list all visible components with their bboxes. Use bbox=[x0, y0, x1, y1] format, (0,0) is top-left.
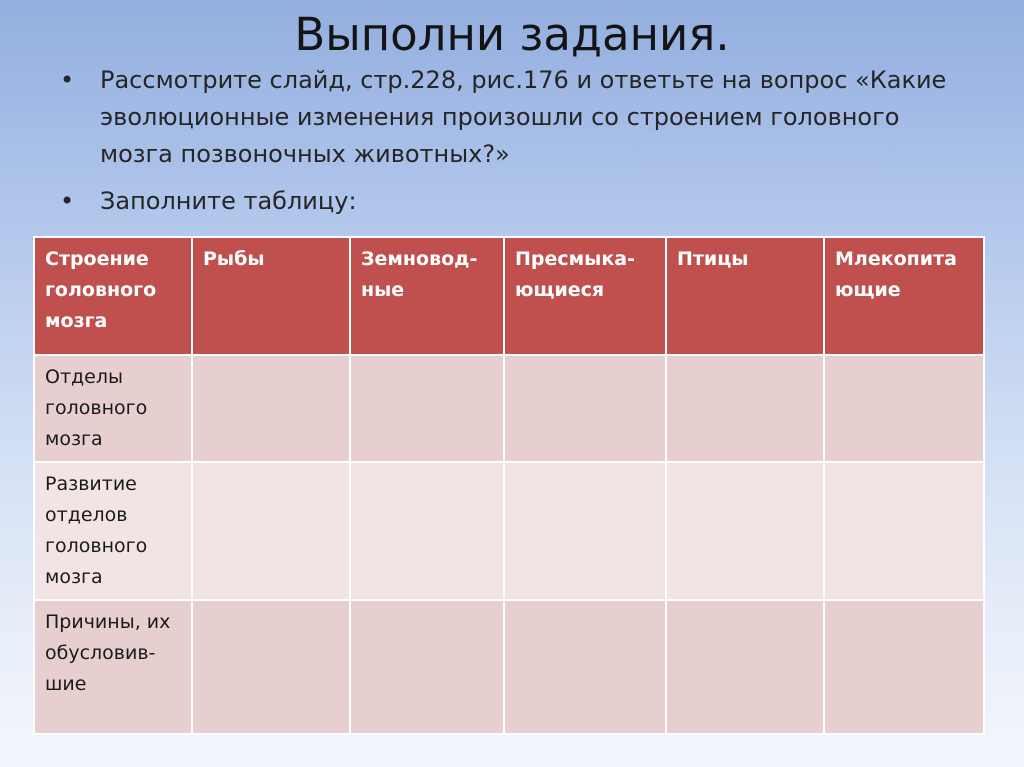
table-cell[interactable] bbox=[666, 462, 824, 600]
bullet-item bbox=[60, 62, 960, 173]
brain-evolution-table bbox=[33, 236, 985, 735]
table-cell[interactable] bbox=[350, 600, 504, 734]
table-cell[interactable] bbox=[350, 462, 504, 600]
slide-title: Выполни задания. bbox=[294, 8, 730, 61]
header-cell-birds: Птицы bbox=[666, 237, 824, 355]
table-cell[interactable] bbox=[192, 355, 350, 462]
table-cell[interactable] bbox=[824, 600, 984, 734]
header-cell-mammals: Млекопита ющие bbox=[824, 237, 984, 355]
bullet-dot-icon: • bbox=[60, 66, 75, 94]
row-header-cell: Причины, их обусловив-шие bbox=[34, 600, 192, 734]
table-row bbox=[34, 600, 984, 734]
header-cell-fish: Рыбы bbox=[192, 237, 350, 355]
bullet-text: Заполните таблицу: bbox=[100, 187, 357, 215]
header-cell-structure: Строение головного мозга bbox=[34, 237, 192, 355]
row-header-cell: Развитие отделов головного мозга bbox=[34, 462, 192, 600]
bullet-text: Рассмотрите слайд, стр.228, рис.176 и ответьте на вопрос «Какие эволюционные изменения произошли со строением головного мозга позвоночных животных?» bbox=[100, 66, 947, 168]
table-row bbox=[34, 462, 984, 600]
table-cell[interactable] bbox=[350, 355, 504, 462]
table-cell[interactable] bbox=[504, 600, 666, 734]
table-cell[interactable] bbox=[504, 355, 666, 462]
bullet-dot-icon: • bbox=[60, 187, 75, 215]
table-header-row bbox=[34, 237, 984, 355]
table-cell[interactable] bbox=[192, 600, 350, 734]
table-row bbox=[34, 355, 984, 462]
header-cell-amphibians: Земновод-ные bbox=[350, 237, 504, 355]
table-cell[interactable] bbox=[824, 355, 984, 462]
row-header-cell: Отделы головного мозга bbox=[34, 355, 192, 462]
table-cell[interactable] bbox=[192, 462, 350, 600]
bullet-list bbox=[60, 62, 960, 220]
table-cell[interactable] bbox=[666, 600, 824, 734]
table-cell[interactable] bbox=[666, 355, 824, 462]
table-cell[interactable] bbox=[504, 462, 666, 600]
table-cell[interactable] bbox=[824, 462, 984, 600]
bullet-item bbox=[60, 183, 960, 220]
header-cell-reptiles: Пресмыка-ющиеся bbox=[504, 237, 666, 355]
